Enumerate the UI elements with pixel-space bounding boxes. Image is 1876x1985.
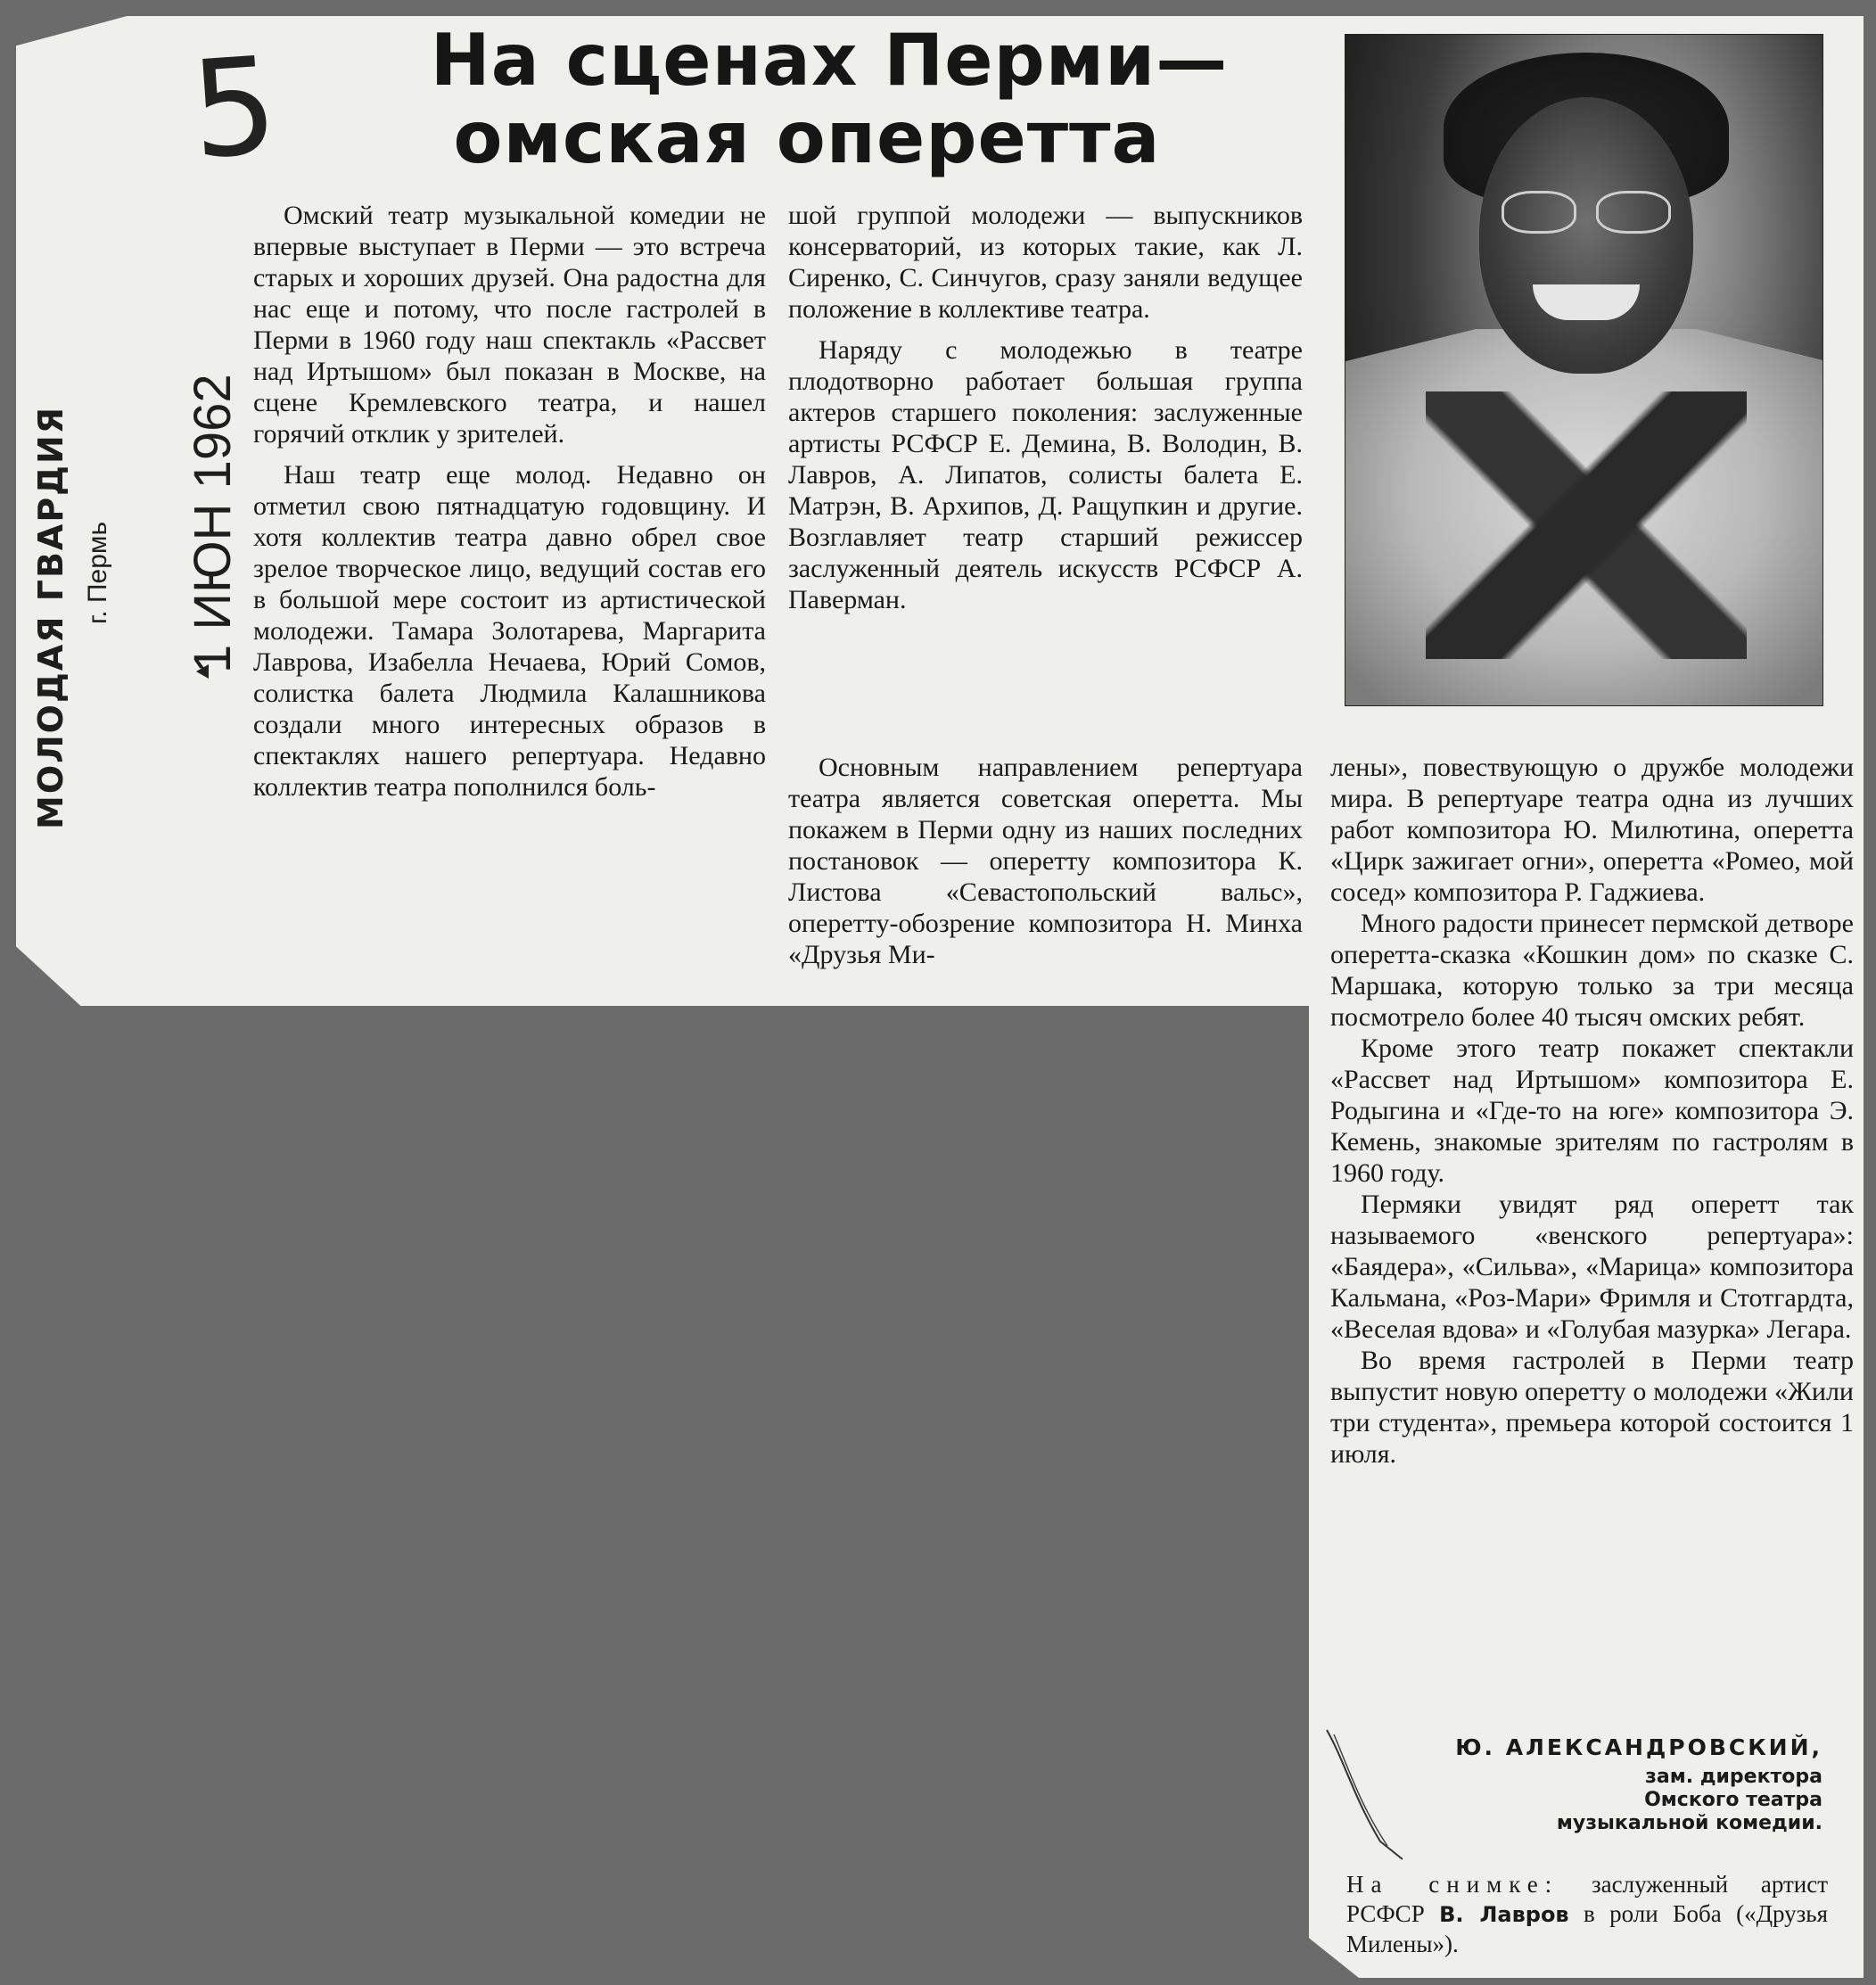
caption-role: в роли Боба («Друзья Милены»). [1346, 1900, 1829, 1957]
author-role [1448, 1766, 1823, 1835]
article-paragraph: Много радости принесет пермской детворе оперетта-сказка «Кошкин дом» по сказке С. Маршака, которую только за три месяца посмотрело более 40 тысяч омских ребят. [1330, 909, 1854, 1032]
newspaper-masthead [31, 259, 112, 829]
article-column-2-lower [788, 752, 1303, 980]
article-paragraph: Пермяки увидят ряд оперетт так называемого «венского репертуара»: «Баядера», «Сильва», «Марица» композитора Кальмана, «Роз-Мари» Фримля и Стотгардта, «Веселая вдова» и «Голубая мазурка» Легара. [1330, 1190, 1854, 1344]
photo-face [1479, 97, 1693, 374]
photo-crossed-arms [1426, 391, 1747, 659]
masthead-city: г. Пермь [83, 521, 112, 624]
actor-photo [1345, 34, 1823, 706]
author-role-line: музыкальной комедии. [1556, 1812, 1823, 1834]
pen-mark-icon [1318, 1726, 1425, 1868]
caption-text: заслуженный артист РСФСР [1346, 1871, 1829, 1927]
glasses-icon [1502, 191, 1671, 232]
article-paragraph: Основным направлением репертуара театра является советская оперетта. Мы покажем в Перми одну из наших последних постановок — оперетту композитора К. Листова «Севастопольский вальс», оперетту-обозрение композитора Н. Минха «Друзья Ми- [788, 753, 1303, 969]
author-name: Ю. АЛЕКСАНДРОВСКИЙ, [1455, 1734, 1823, 1760]
article-paragraph: Наряду с молодежью в театре плодотворно работает большая группа актеров старшего поколения: заслуженные артисты РСФСР Е. Демина, В. Володин, В. Лавров, А. Липатов, солисты балета Е. Матрэн, В. Архипов, Д. Ращупкин и другие. Возглавляет театр старший режиссер заслуженный деятель искусств РСФСР А. Паверман. [788, 335, 1303, 614]
article-paragraph: Наш театр еще молод. Недавно он отметил свою пятнадцатую годовщину. И хотя коллектив театра давно обрел свое зрелое творческое лицо, ведущий состав его в большой мере состоит из артистической молодежи. Тамара Золотарева, Маргарита Лаврова, Изабелла Нечаева, Юрий Сомов, солистка балета Людмила Калашникова создали много интересных образов в спектаклях нашего репертуара. Недавно коллектив театра пополнился боль- [253, 460, 766, 802]
date-stamp: 1 ИЮН 1962 [184, 374, 242, 673]
article-column-3 [1330, 752, 1854, 1470]
headline-line-2: омская оперетта [453, 96, 1161, 179]
photo-caption [1346, 1870, 1828, 1959]
article-column-1 [253, 200, 766, 812]
caption-lead: На снимке: [1346, 1871, 1559, 1898]
headline-line-1: На сценах Перми— [430, 19, 1229, 102]
caption-actor-name: В. Лавров [1439, 1902, 1569, 1927]
article-paragraph: шой группой молодежи — выпускников консерваторий, из которых такие, как Л. Сиренко, С. Синчугов, сразу заняли ведущее положение в коллективе театра. [788, 201, 1303, 324]
article-paragraph: лены», повествующую о дружбе молодежи мира. В репертуаре театра одна из лучших работ композитора Ю. Милютина, оперетта «Цирк зажигает огни», оперетта «Ромео, мой сосед» композитора Р. Гаджиева. [1330, 753, 1854, 907]
article-paragraph: Кроме этого театр покажет спектакли «Рассвет над Иртышом» композитора Е. Родыгина и «Где-то на юге» композитора Э. Кемень, знакомые зрителям по гастролям в 1960 году. [1330, 1034, 1854, 1188]
masthead-name: МОЛОДАЯ ГВАРДИЯ [31, 405, 70, 829]
author-role-line: зам. директора [1645, 1766, 1823, 1788]
article-paragraph: Во время гастролей в Перми театр выпустит новую оперетту о молодежи «Жили три студента», премьера которой состоится 1 июля. [1330, 1346, 1854, 1469]
handwritten-page-number: 5 [186, 28, 283, 190]
article-paragraph: Омский театр музыкальной комедии не впервые выступает в Перми — это встреча старых и хороших друзей. Она радостна для нас еще и потому, что после гастролей в Перми в 1960 году наш спектакль «Рассвет над Иртышом» был показан в Москве, на сцене Кремлевского театра, и нашел горячий отклик у зрителей. [253, 201, 766, 449]
author-role-line: Омского театра [1644, 1789, 1823, 1811]
article-column-2 [788, 200, 1303, 625]
